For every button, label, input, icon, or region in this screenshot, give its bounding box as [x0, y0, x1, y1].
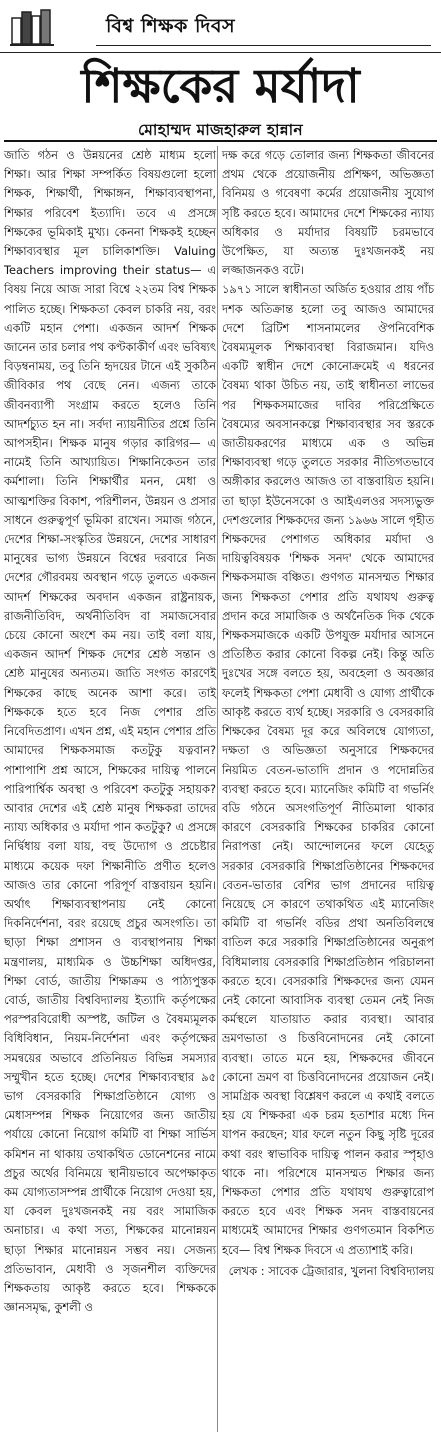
article-column-left: [4, 146, 216, 1317]
article-paragraph: জাতি গঠন ও উন্নয়নের শ্রেষ্ঠ মাধ্যম হলো শিক্ষা। আর শিক্ষা সম্পর্কিত বিষয়গুলো হলো শিক্ষক, শিক্ষার্থী, শিক্ষাঙ্গন, শিক্ষাব্যবস্থাপনা, শিক্ষার পরিবেশ ইত্যাদি। তবে এ প্রসঙ্গে শিক্ষকের ভূমিকাই মুখ্য। কেননা শিক্ষকই হচ্ছেন শিক্ষাব্যবস্থার মূল চালিকাশক্তি। Valuing Teachers improving their status— এ বিষয় নিয়ে আজ সারা বিশ্বে ২২তম বিশ্ব শিক্ষক পালিত হচ্ছে। শিক্ষকতা কেবল চাকরি নয়, বরং একটি মহান পেশা। একজন আদর্শ শিক্ষক জানেন তার চলার পথ কণ্টকাকীর্ণ এবং ভবিষ্যৎ বিড়ম্বনাময়, তবু তিনি হৃদয়ের টানে এই সুকঠিন জীবিকার পথ বেছে নেন। এজন্য তাকে জীবনব্যাপী সংগ্রাম করতে হলেও তিনি আদর্শচ্যুত হন না। সর্বদা ন্যায়নীতির প্রশ্নে তিনি আপসহীন। শিক্ষক মানুষ গড়ার কারিগর— এ নামেই তিনি আখ্যায়িত। শিক্ষানিকেতন তার কর্মশালা। তিনি শিক্ষার্থীর মনন, মেধা ও আত্মশক্তির বিকাশ, পরিশীলন, উন্নয়ন ও প্রসার সাধনে গুরুত্বপূর্ণ ভূমিকা রাখেন। সমাজ গঠনে, দেশের শিক্ষা-সংস্কৃতির উন্নয়নে, দেশের সাধারণ মানুষের ভাগ্য উন্নয়নে বিশ্বের দরবারে নিজ দেশের গৌরবময় অবস্থান গড়ে তুলতে একজন আদর্শ শিক্ষকের অবদান একজন রাষ্ট্রনায়ক, রাজনীতিবিদ, অর্থনীতিবিদ বা সমাজসেবার চেয়ে কোনো অংশে কম নয়। তাই বলা যায়, একজন আদর্শ শিক্ষক দেশের শ্রেষ্ঠ সন্তান ও শ্রেষ্ঠ মানুষের অন্যতম। জাতি সংগত কারণেই শিক্ষকের কাছে অনেক আশা করে। তাই শিক্ষককে হতে হবে নিজ পেশার প্রতি নিবেদিতপ্রাণ। এখন প্রশ্ন, এই মহান পেশার প্রতি আমাদের শিক্ষকসমাজ কতটুকু যত্নবান? পাশাপাশি প্রশ্ন আসে, শিক্ষকের দায়িত্ব পালনে পারিপার্শ্বিক অবস্থা ও পরিবেশ কতটুকু সহায়ক? আবার দেশের এই শ্রেষ্ঠ মানুষ শিক্ষকরা তাদের ন্যায্য অধিকার ও মর্যাদা পান কতটুকু? এ প্রসঙ্গে নির্দ্বিধায় বলা যায়, বহু উদ্যোগ ও প্রচেষ্টার মাধ্যমে কয়েক দফা শিক্ষানীতি প্রণীত হলেও আজও তার কোনো পরিপূর্ণ বাস্তবায়ন হয়নি। অর্থাৎ শিক্ষাব্যবস্থাপনায় নেই কোনো দিকনির্দেশনা, বরং রয়েছে প্রচুর অসংগতি। তা ছাড়া শিক্ষা প্রশাসন ও ব্যবস্থাপনায় শিক্ষা মন্ত্রণালয়, মাধ্যমিক ও উচ্চশিক্ষা অধিদপ্তর, শিক্ষা বোর্ড, জাতীয় শিক্ষাক্রম ও পাঠ্যপুস্তক বোর্ড, জাতীয় বিশ্ববিদ্যালয় ইত্যাদি কর্তৃপক্ষের পরস্পরবিরোধী অস্পষ্ট, জটিল ও বৈষম্যমূলক বিধিবিধান, নিয়ম-নির্দেশনা এবং কর্তৃপক্ষের সমন্বয়ের অভাবে প্রতিনিয়ত বিভিন্ন সমস্যার সম্মুখীন হতে হচ্ছে। দেশের শিক্ষাব্যবস্থার ৯৫ ভাগ বেসরকারি শিক্ষাপ্রতিষ্ঠানে যোগ্য ও মেধাসম্পন্ন শিক্ষক নিয়োগের জন্য জাতীয় পর্যায়ে কোনো নিয়োগ কমিটি বা শিক্ষা সার্ভিস কমিশন না থাকায় তথাকথিত ডোনেশনের নামে প্রচুর অর্থের বিনিময়ে স্থানীয়ভাবে অপেক্ষাকৃত কম যোগ্যতাসম্পন্ন প্রার্থীকে নিয়োগ দেওয়া হয়, যা কেবল দুঃখজনকই নয় বরং সামাজিক অনাচার। এ কথা সত্য, শিক্ষকের মানোন্নয়ন ছাড়া শিক্ষার মানোন্নয়ন সম্ভব নয়। সেজন্য প্রতিভাবান, মেধাবী ও সৃজনশীল ব্যক্তিদের শিক্ষকতায় আকৃষ্ট করতে হবে। শিক্ষককে জ্ঞানসমৃদ্ধ, কুশলী ও: [4, 148, 216, 1315]
article-column-right: [222, 146, 434, 1281]
article-paragraph: ১৯৭১ সালে স্বাধীনতা অর্জিত হওয়ার প্রায় পাঁচ দশক অতিক্রান্ত হলো তবু আজও আমাদের দেশে ব্রিটিশ শাসনামলের ঔপনিবেশিক বৈষম্যমূলক শিক্ষাব্যবস্থা বিরাজমান। যদিও একটি স্বাধীন দেশে কোনোক্রমেই এ ধরনের বৈষম্য থাকা উচিত নয়, তাই স্বাধীনতা লাভের পর শিক্ষকসমাজের দাবির পরিপ্রেক্ষিতে বৈষম্যের অবসানকল্পে শিক্ষাব্যবস্থার সব স্তরকে জাতীয়করণের মাধ্যমে এক ও অভিন্ন শিক্ষাব্যবস্থা গড়ে তুলতে সরকার নীতিগতভাবে অঙ্গীকার করলেও আজও তা বাস্তবায়িত হয়নি। তা ছাড়া ইউনেসকো ও আইএলওর সদস্যভুক্ত দেশগুলোর শিক্ষকদের জন্য ১৯৬৬ সালে গৃহীত শিক্ষকদের পেশাগত অধিকার মর্যাদা ও দায়িত্ববিষয়ক 'শিক্ষক সনদ' থেকে আমাদের শিক্ষকসমাজ বঞ্চিত। গুণগত মানসম্মত শিক্ষার জন্য শিক্ষকতা পেশার প্রতি যথাযথ গুরুত্ব প্রদান করে সামাজিক ও অর্থনৈতিক দিক থেকে শিক্ষকসমাজকে একটি উপযুক্ত মর্যাদার আসনে প্রতিষ্ঠিত করার কোনো বিকল্প নেই। কিন্তু অতি দুঃখের সঙ্গে বলতে হয়, অবহেলা ও অবজ্ঞার ফলেই শিক্ষকতা পেশা মেধাবী ও যোগ্য প্রার্থীকে আকৃষ্ট করতে ব্যর্থ হচ্ছে। সরকারি ও বেসরকারি শিক্ষকের বৈষম্য দূর করে অবিলম্বে যোগ্যতা, দক্ষতা ও অভিজ্ঞতা অনুসারে শিক্ষকদের নিয়মিত বেতন-ভাতাদি প্রদান ও পদোন্নতির ব্যবস্থা করতে হবে। ম্যানেজিং কমিটি বা গভর্নিং বডি গঠনে অসংগতিপূর্ণ নীতিমালা থাকার কারণে বেসরকারি শিক্ষকের চাকরির কোনো নিরাপত্তা নেই। আন্দোলনের ফলে যেহেতু সরকার বেসরকারি শিক্ষাপ্রতিষ্ঠানের শিক্ষকদের বেতন-ভাতার বেশির ভাগ প্রদানের দায়িত্ব নিয়েছে সে কারণে তথাকথিত এই ম্যানেজিং কমিটি বা গভর্নিং বডির প্রথা অনতিবিলম্বে বাতিল করে সরকারি শিক্ষাপ্রতিষ্ঠানের অনুরূপ বিধিমালায় বেসরকারি শিক্ষাপ্রতিষ্ঠান পরিচালনা করতে হবে। বেসরকারি শিক্ষকদের জন্য যেমন নেই কোনো আবাসিক ব্যবস্থা তেমন নেই নিজ কর্মস্থলে যাতায়াত করার ব্যবস্থা। আবার ভ্রমণভাতা ও চিত্তবিনোদনের নেই কোনো ব্যবস্থা। তাতে মনে হয়, শিক্ষকদের জীবনে কোনো ভ্রমণ বা চিত্তবিনোদনের প্রয়োজন নেই। সামগ্রিক অবস্থা বিশ্লেষণ করলে এ কথাই বলতে হয় যে শিক্ষকরা এক চরম হতাশার মধ্যে দিন যাপন করছেন; যার ফলে নতুন কিছু সৃষ্টি দূরের কথা বরং স্বাভাবিক দায়িত্ব পালন করার স্পৃহাও থাকে না। পরিশেষে মানসম্মত শিক্ষার জন্য শিক্ষকতা পেশার প্রতি যথাযথ গুরুত্বারোপ করতে হবে এবং শিক্ষক সনদ বাস্তবায়নের মাধ্যমেই আমাদের শিক্ষার গুণগতমান বিকশিত হবে— বিশ্ব শিক্ষক দিবসে এ প্রত্যাশাই করি।: [222, 282, 434, 1257]
section-title: বিশ্ব শিক্ষক দিবস: [106, 15, 235, 37]
headline: শিক্ষকের মর্যাদা: [81, 59, 360, 114]
author-divider: [4, 140, 437, 142]
header-rule: [96, 45, 431, 46]
author-name: মোহাম্মদ মাজহারুল হান্নান: [138, 121, 303, 139]
section-header: [0, 0, 441, 53]
article-paragraph: দক্ষ করে গড়ে তোলার জন্য শিক্ষকতা জীবনের প্রথম থেকে প্রয়োজনীয় প্রশিক্ষণ, অভিজ্ঞতা বিনিময় ও গবেষণা কর্মের প্রয়োজনীয় সুযোগ সৃষ্টি করতে হবে। আমাদের দেশে শিক্ষকের ন্যায্য অধিকার ও মর্যাদার বিষয়টি চরমভাবে উপেক্ষিত, যা অত্যন্ত দুঃখজনকই নয় লজ্জাজনকও বটে।: [222, 148, 434, 278]
author-byline: লেখক : সাবেক ট্রেজারার, খুলনা বিশ্ববিদ্যালয়: [228, 1263, 434, 1278]
column-divider: [217, 146, 218, 1432]
books-icon: [10, 4, 54, 48]
